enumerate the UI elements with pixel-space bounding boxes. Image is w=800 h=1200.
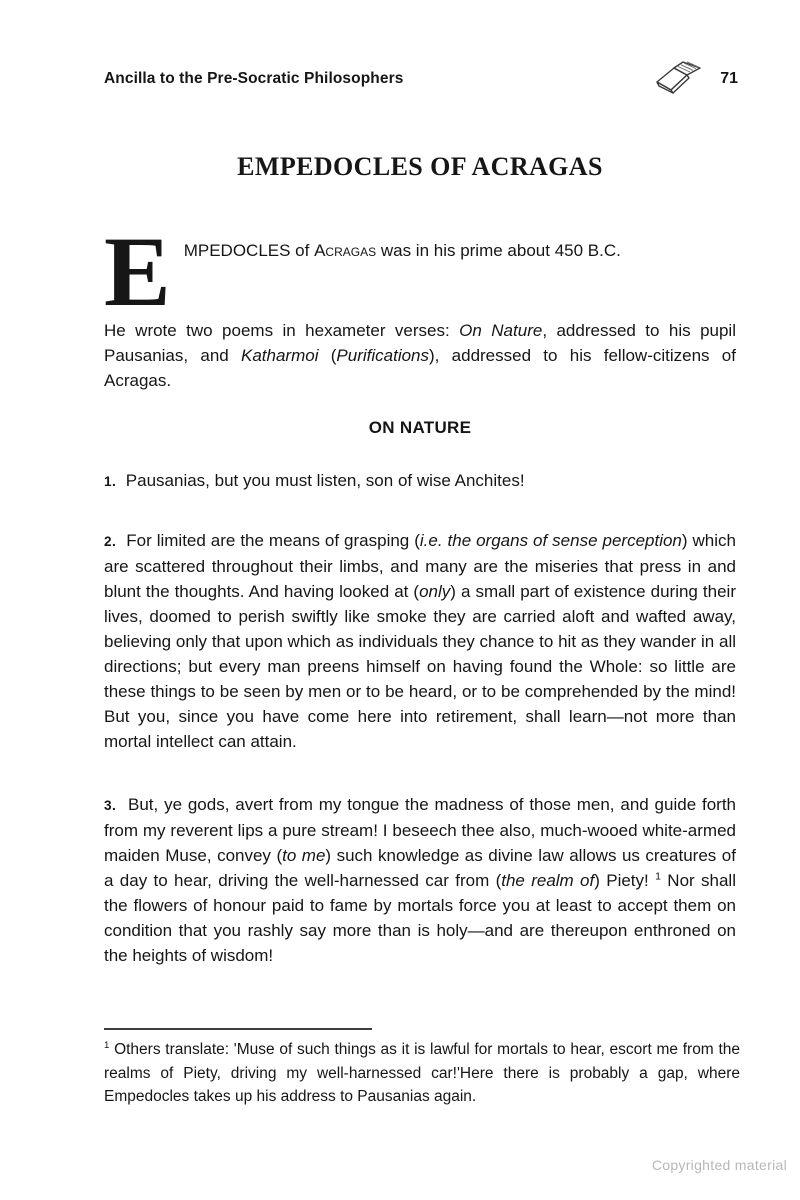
intro-paragraph bbox=[104, 216, 736, 327]
chapter-title: EMPEDOCLES OF ACRAGAS bbox=[237, 152, 603, 181]
paragraph-poems: He wrote two poems in hexameter verses: On Nature, addressed to his pupil Pausanias, and Katharmoi (Purifications), addressed to his fellow-citizens of Acragas. bbox=[104, 321, 736, 390]
intro-line: MPEDOCLES of Acragas was in his prime about 450 B.C. bbox=[183, 241, 621, 260]
drop-cap: E bbox=[104, 216, 171, 327]
footnote: $^1$ Others translate: 'Muse of such things as it is lawful for mortals to hear, escort me from the realms of Piety, driving my well-harnessed car!'Here there is probably a gap, where Empedocles takes up his address to Pausanias again. bbox=[104, 1039, 740, 1105]
header-right-group bbox=[654, 60, 738, 98]
page-number: 71 bbox=[720, 70, 738, 87]
open-book-icon bbox=[654, 60, 706, 98]
section-heading: ON NATURE bbox=[368, 418, 472, 437]
running-title: Ancilla to the Pre-Socratic Philosophers bbox=[104, 70, 404, 87]
watermark: Copyrighted material bbox=[651, 1157, 787, 1173]
running-header bbox=[104, 60, 738, 98]
fragment-2: 2. For limited are the means of grasping (i.e. the organs of sense perception) which are scattered throughout their limbs, and many are the miseries that press in and blunt the thoughts. And having looked at (only) a small part of existence during their lives, doomed to perish swiftly like smoke they are carried aloft and wafted away, believing only that upon which as individuals they chance to hit as they wander in all directions; but every man preens himself on having found the Whole: so little are these things to be seen by men or to be heard, or to be comprehended by the mind! But you, since you have come here into retirement, shall learn—not more than mortal intellect can attain. bbox=[104, 531, 736, 751]
fragment-3: 3. But, ye gods, avert from my tongue the madness of those men, and guide forth from my reverent lips a pure stream! I beseech thee also, much-wooed white-armed maiden Muse, convey (to me) such knowledge as divine law allows us creatures of a day to hear, driving the well-harnessed car from (the realm of) Piety! $^1$ Nor shall the flowers of honour paid to fame by mortals force you at least to accept them on condition that you rashly say more than is holy—and are thereupon enthroned on the heights of wisdom! bbox=[104, 795, 736, 965]
fragment-1: 1. Pausanias, but you must listen, son of wise Anchites! bbox=[104, 471, 525, 490]
footnote-rule bbox=[104, 1028, 372, 1030]
